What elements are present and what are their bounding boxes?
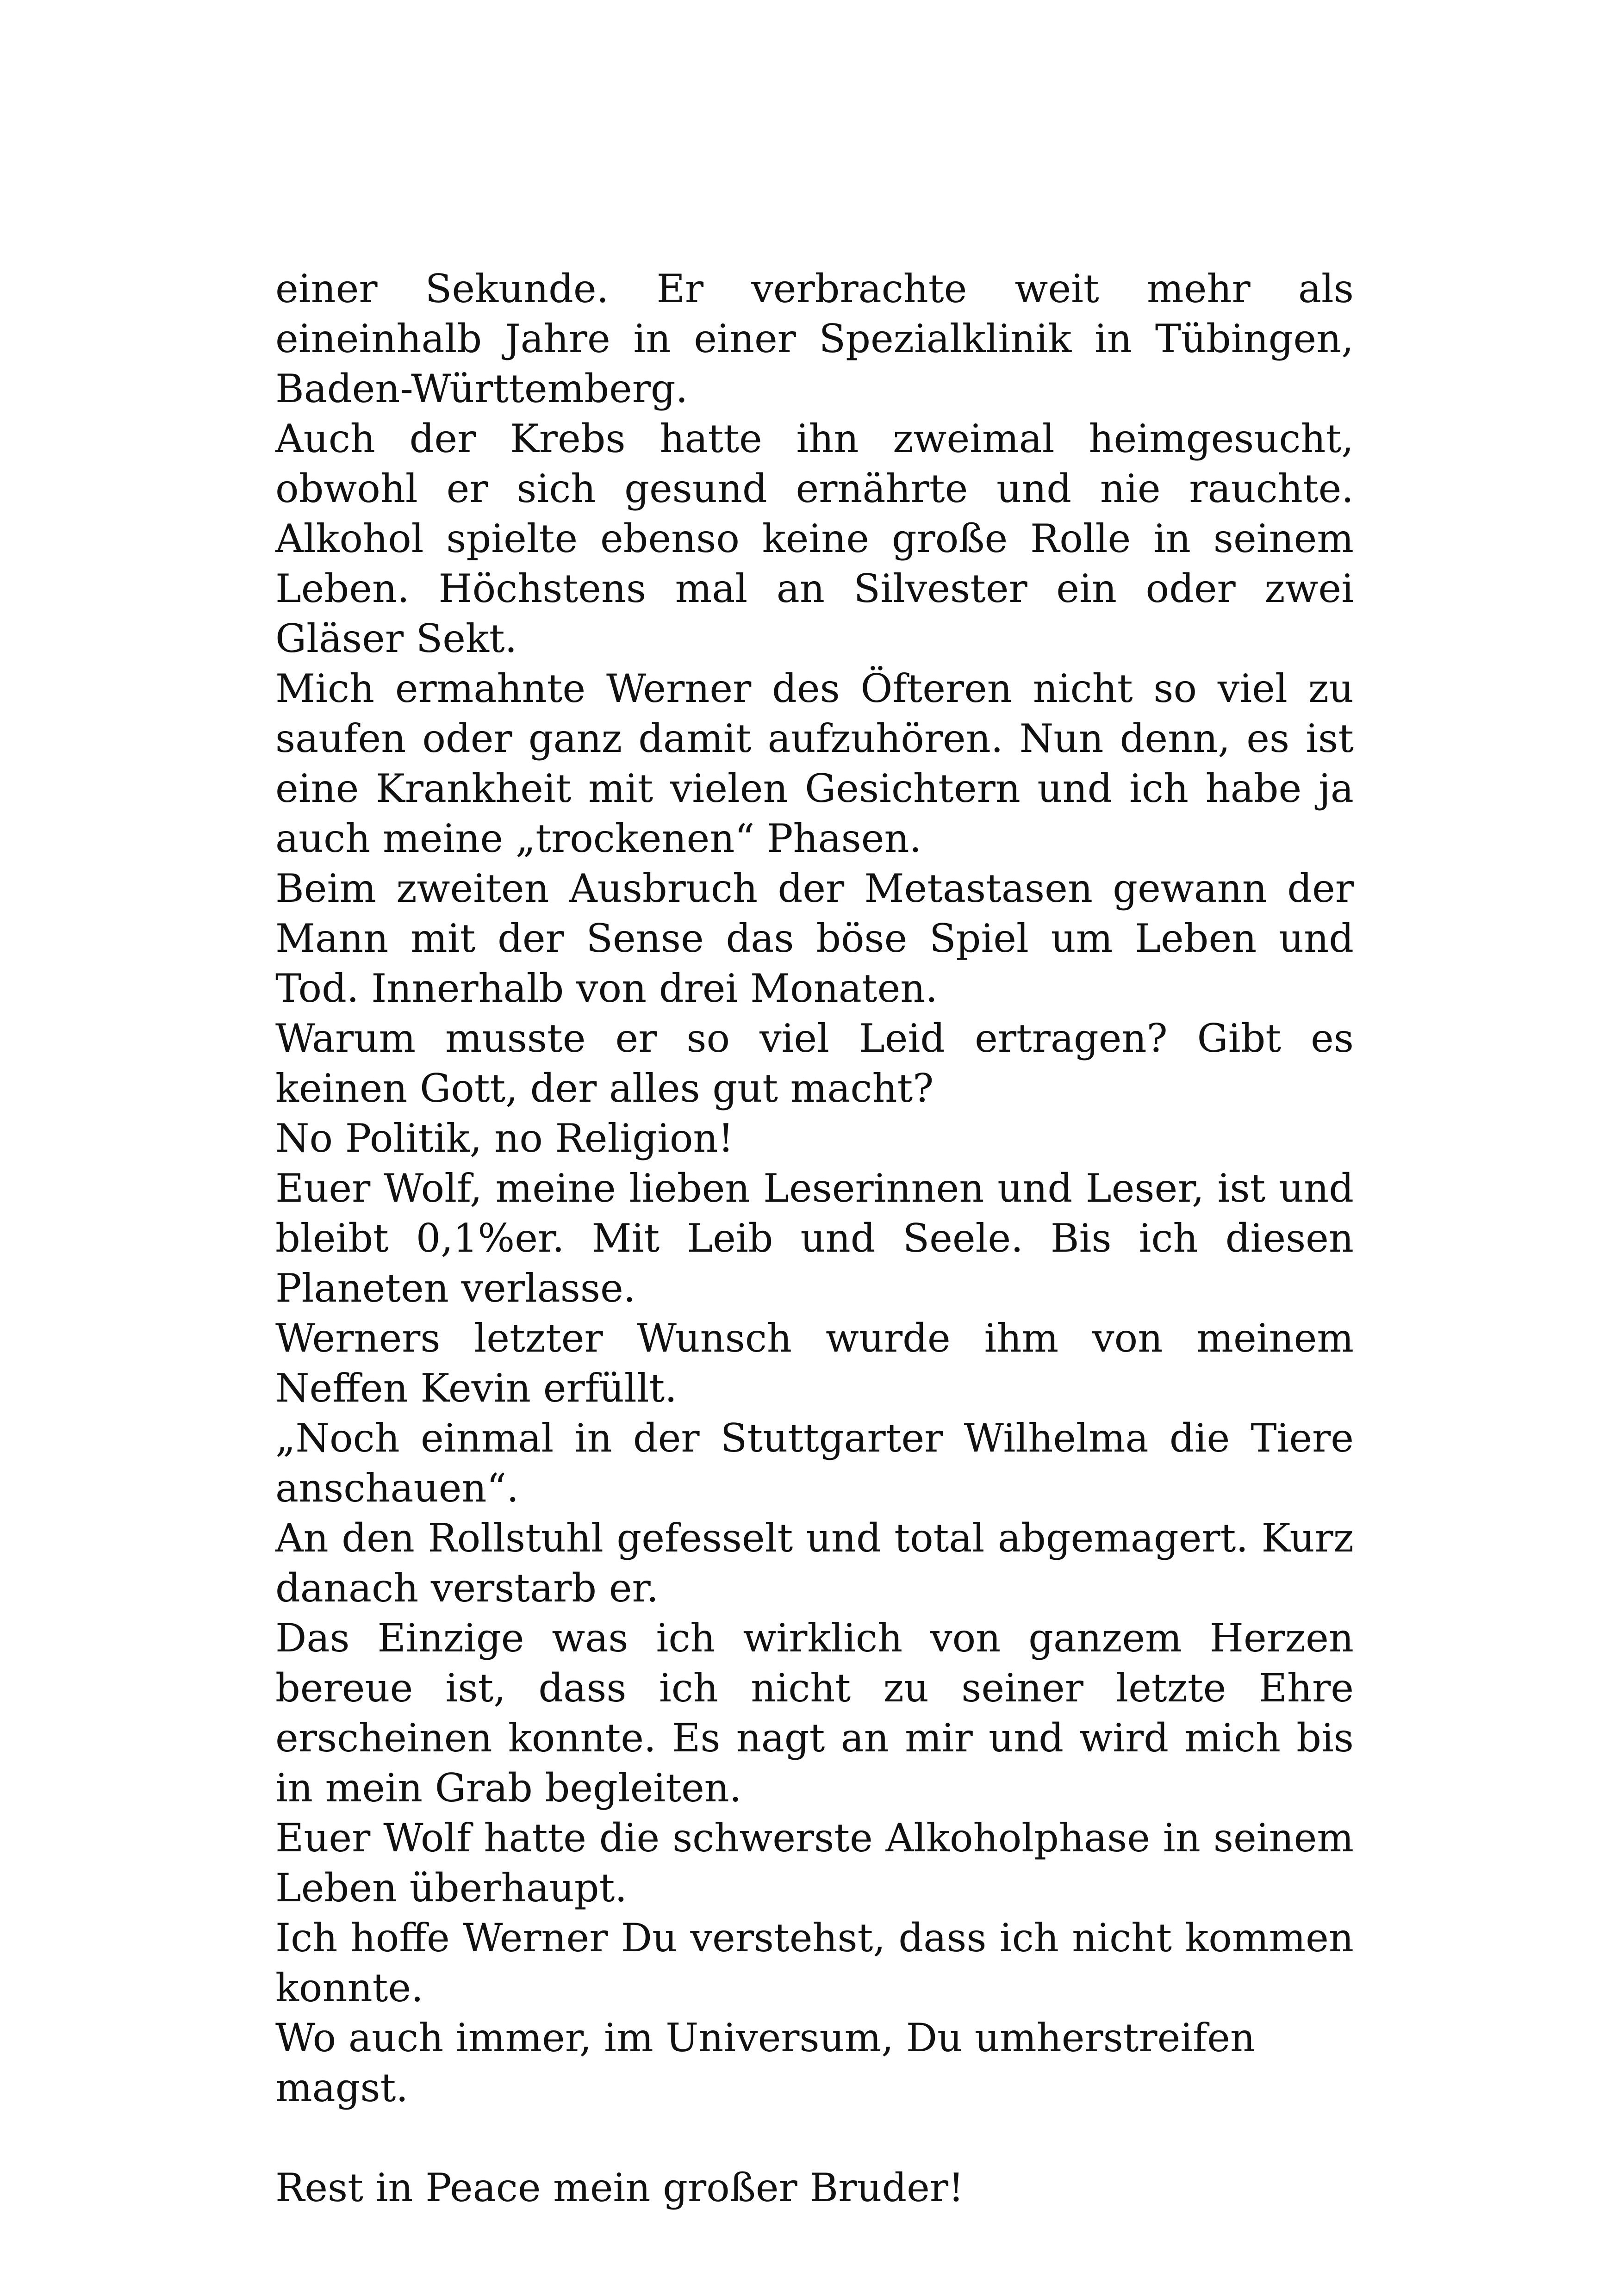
- paragraph: Wo auch immer, im Universum, Du umherstreifen magst.: [275, 2015, 1256, 2110]
- spacer: [275, 2113, 1354, 2163]
- paragraph: Warum musste er so viel Leid ertragen? Gibt es keinen Gott, der alles gut macht?: [275, 1016, 1354, 1111]
- paragraph: „Noch einmal in der Stuttgarter Wilhelma die Tiere anschauen“.: [275, 1415, 1354, 1511]
- paragraph: Auch der Krebs hatte ihn zweimal heimgesucht, obwohl er sich gesund ernährte und nie rauchte. Alkohol spielte ebenso keine große Rolle in seinem Leben. Höchstens mal an Silvester ein oder zwei Gläser Sekt.: [275, 416, 1354, 661]
- paragraph: Beim zweiten Ausbruch der Metastasen gewann der Mann mit der Sense das böse Spiel um Leben und Tod. Innerhalb von drei Monaten.: [275, 866, 1354, 1011]
- paragraph: No Politik, no Religion!: [275, 1116, 734, 1161]
- paragraph: Werners letzter Wunsch wurde ihm von meinem Neffen Kevin erfüllt.: [275, 1316, 1354, 1411]
- paragraph: Euer Wolf, meine lieben Leserinnen und Leser, ist und bleibt 0,1%er. Mit Leib und Seele. Bis ich diesen Planeten verlasse.: [275, 1166, 1354, 1311]
- paragraph: einer Sekunde. Er verbrachte weit mehr als eineinhalb Jahre in einer Spezialklinik in Tübingen, Baden-Württemberg.: [275, 266, 1354, 411]
- paragraph: Mich ermahnte Werner des Öfteren nicht so viel zu saufen oder ganz damit aufzuhören. Nun denn, es ist eine Krankheit mit vielen Gesichtern und ich habe ja auch meine „trockenen“ Phasen.: [275, 666, 1354, 861]
- paragraph: Euer Wolf hatte die schwerste Alkoholphase in seinem Leben überhaupt.: [275, 1815, 1354, 1911]
- body-text: [275, 264, 1354, 2213]
- closing-line: Rest in Peace mein großer Bruder!: [275, 2165, 964, 2210]
- paragraph: Das Einzige was ich wirklich von ganzem Herzen bereue ist, dass ich nicht zu seiner letzte Ehre erscheinen konnte. Es nagt an mir und wird mich bis in mein Grab begleiten.: [275, 1615, 1354, 1811]
- paragraph: An den Rollstuhl gefesselt und total abgemagert. Kurz danach verstarb er.: [275, 1515, 1354, 1611]
- paragraph: Ich hoffe Werner Du verstehst, dass ich nicht kommen konnte.: [275, 1915, 1354, 2011]
